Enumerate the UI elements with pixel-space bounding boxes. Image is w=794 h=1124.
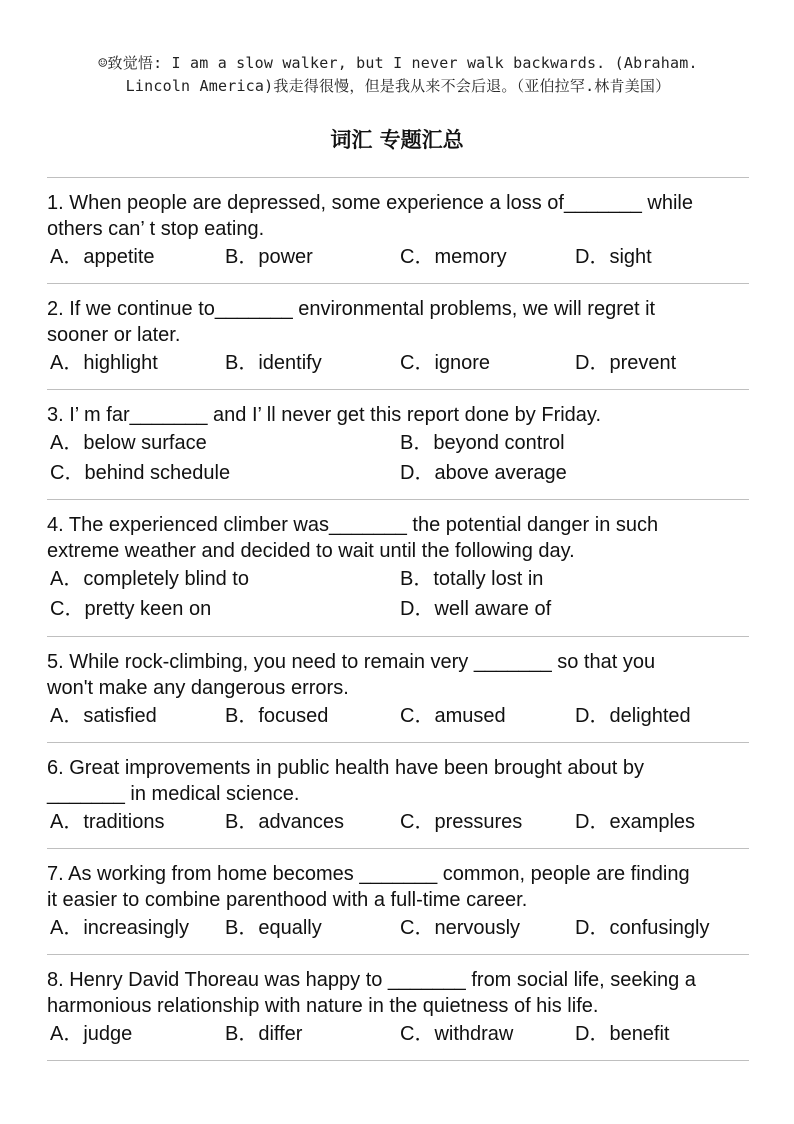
divider bbox=[47, 954, 749, 955]
motto-quote bbox=[48, 52, 748, 98]
stem-line: 5. While rock-climbing, you need to remain very _______ so that you bbox=[47, 651, 656, 673]
stem-line: sooner or later. bbox=[47, 324, 181, 346]
option-b[interactable]: B．power bbox=[225, 246, 313, 268]
option-b[interactable]: B．equally bbox=[225, 917, 322, 939]
question-stem bbox=[47, 967, 749, 1019]
option-list bbox=[47, 242, 749, 272]
option-a[interactable]: A．highlight bbox=[50, 352, 158, 374]
option-b[interactable]: B．beyond control bbox=[400, 432, 565, 454]
motto-line-1: ☺致觉悟: I am a slow walker, but I never walk backwards. (Abraham. bbox=[98, 54, 698, 72]
stem-line: others can’ t stop eating. bbox=[47, 218, 265, 240]
option-list bbox=[47, 348, 749, 378]
divider bbox=[47, 636, 749, 637]
question-7 bbox=[47, 861, 749, 943]
option-b[interactable]: B．advances bbox=[225, 811, 344, 833]
option-d[interactable]: D．above average bbox=[400, 462, 567, 484]
option-d[interactable]: D．prevent bbox=[575, 352, 677, 374]
option-a[interactable]: A．traditions bbox=[50, 811, 165, 833]
option-c[interactable]: C．ignore bbox=[400, 352, 491, 374]
question-stem bbox=[47, 296, 749, 348]
option-c[interactable]: C．withdraw bbox=[400, 1023, 514, 1045]
option-a[interactable]: A．completely blind to bbox=[50, 568, 249, 590]
question-stem bbox=[47, 755, 749, 807]
option-c[interactable]: C．amused bbox=[400, 705, 506, 727]
question-stem bbox=[47, 512, 749, 564]
question-6 bbox=[47, 755, 749, 837]
option-b[interactable]: B．differ bbox=[225, 1023, 303, 1045]
stem-line: 7. As working from home becomes _______ common, people are finding bbox=[47, 863, 690, 885]
stem-line: it easier to combine parenthood with a full-time career. bbox=[47, 889, 528, 911]
question-5 bbox=[47, 649, 749, 731]
stem-line: harmonious relationship with nature in the quietness of his life. bbox=[47, 995, 599, 1017]
stem-line: 1. When people are depressed, some experience a loss of_______ while bbox=[47, 192, 693, 214]
divider bbox=[47, 1060, 749, 1061]
option-b[interactable]: B．totally lost in bbox=[400, 568, 544, 590]
stem-line: extreme weather and decided to wait until the following day. bbox=[47, 540, 575, 562]
option-a[interactable]: A．appetite bbox=[50, 246, 155, 268]
divider bbox=[47, 848, 749, 849]
question-stem bbox=[47, 190, 749, 242]
option-d[interactable]: D．sight bbox=[575, 246, 652, 268]
option-b[interactable]: B．identify bbox=[225, 352, 322, 374]
option-d[interactable]: D．confusingly bbox=[575, 917, 710, 939]
divider bbox=[47, 742, 749, 743]
motto-line-2: Lincoln America)我走得很慢，但是我从来不会后退。（亚伯拉罕.林肯美国） bbox=[125, 77, 671, 95]
question-stem bbox=[47, 402, 749, 428]
divider bbox=[47, 389, 749, 390]
option-d[interactable]: D．examples bbox=[575, 811, 696, 833]
stem-line: _______ in medical science. bbox=[47, 783, 300, 805]
stem-line: 8. Henry David Thoreau was happy to _______ from social life, seeking a bbox=[47, 969, 696, 991]
option-d[interactable]: D．well aware of bbox=[400, 598, 552, 620]
option-c[interactable]: C．memory bbox=[400, 246, 507, 268]
option-c[interactable]: C．pretty keen on bbox=[50, 598, 212, 620]
option-list bbox=[47, 701, 749, 731]
question-stem bbox=[47, 861, 749, 913]
option-c[interactable]: C．nervously bbox=[400, 917, 521, 939]
option-list bbox=[47, 428, 749, 488]
divider bbox=[47, 499, 749, 500]
divider bbox=[47, 177, 749, 178]
question-8 bbox=[47, 967, 749, 1049]
option-c[interactable]: C．behind schedule bbox=[50, 462, 231, 484]
option-d[interactable]: D．delighted bbox=[575, 705, 691, 727]
question-3 bbox=[47, 402, 749, 488]
option-a[interactable]: A．judge bbox=[50, 1023, 133, 1045]
option-d[interactable]: D．benefit bbox=[575, 1023, 670, 1045]
option-list bbox=[47, 913, 749, 943]
page-title: 词汇 专题汇总 bbox=[330, 128, 464, 152]
question-stem bbox=[47, 649, 749, 701]
question-2 bbox=[47, 296, 749, 378]
option-list bbox=[47, 807, 749, 837]
stem-line: 2. If we continue to_______ environmental problems, we will regret it bbox=[47, 298, 656, 320]
option-a[interactable]: A．satisfied bbox=[50, 705, 157, 727]
stem-line: won't make any dangerous errors. bbox=[47, 677, 349, 699]
option-b[interactable]: B．focused bbox=[225, 705, 329, 727]
option-c[interactable]: C．pressures bbox=[400, 811, 523, 833]
divider bbox=[47, 283, 749, 284]
stem-line: 4. The experienced climber was_______ the potential danger in such bbox=[47, 514, 659, 536]
option-list bbox=[47, 564, 749, 624]
question-1 bbox=[47, 190, 749, 272]
question-4 bbox=[47, 512, 749, 624]
option-a[interactable]: A．increasingly bbox=[50, 917, 189, 939]
stem-line: 3. I’ m far_______ and I’ ll never get this report done by Friday. bbox=[47, 404, 602, 426]
option-list bbox=[47, 1019, 749, 1049]
option-a[interactable]: A．below surface bbox=[50, 432, 207, 454]
stem-line: 6. Great improvements in public health have been brought about by bbox=[47, 757, 645, 779]
